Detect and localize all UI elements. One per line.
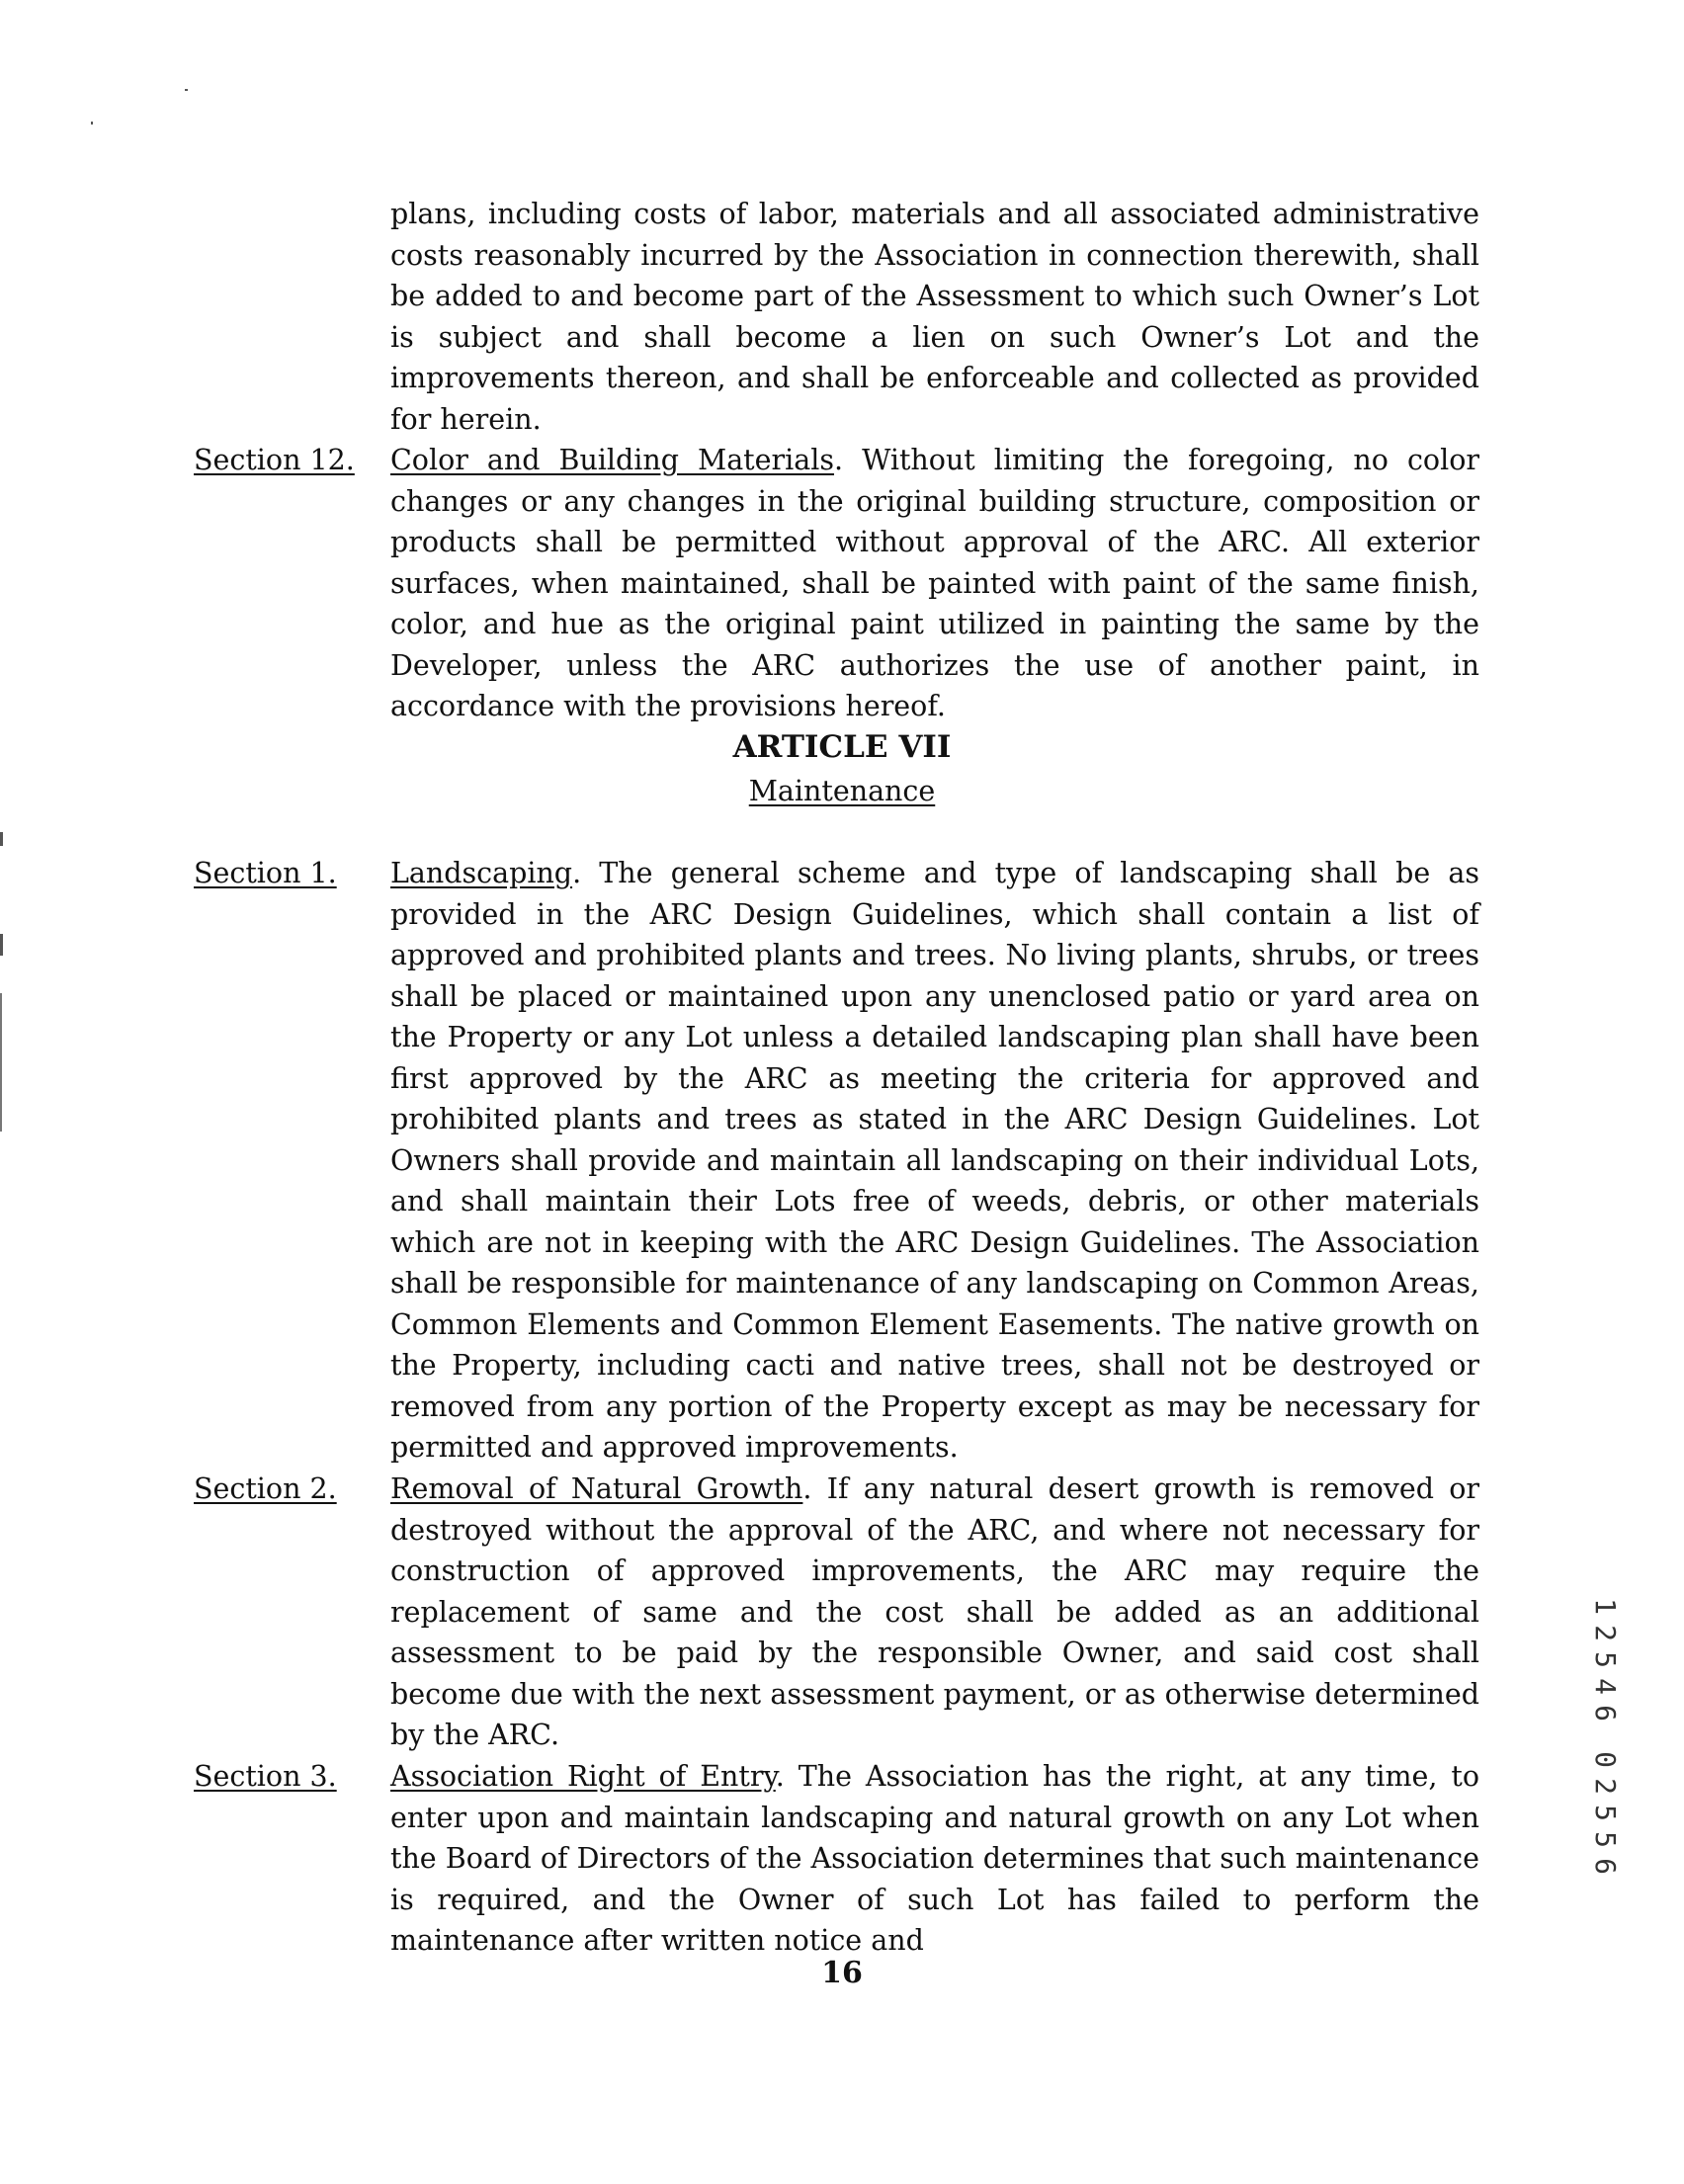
section-1-text: . The general scheme and type of landscaping shall be as provided in the ARC Design Guidelines, which shall contain a list of approved and prohibited plants and trees. No living plants, shrubs, or trees shall be placed or maintained upon any unenclosed patio or yard area on the Property or any Lot unless a detailed landscaping plan shall have been first approved by the ARC as meeting the criteria for approved and prohibited plants and trees as stated in the ARC Design Guidelines. Lot Owners shall provide and maintain all landscaping on their individual Lots, and shall maintain their Lots free of weeds, debris, or other materials which are not in keeping with the ARC Design Guidelines. The Association shall be responsible for maintenance of any landscaping on Common Areas, Common Elements and Common Element Easements. The native growth on the Property, including cacti and native trees, shall not be destroyed or removed from any portion of the Property except as may be necessary for permitted and approved improvements. [390,857,1479,1464]
recording-number-digit: 6 [1588,1858,1622,1875]
scan-mark-dot [91,122,93,125]
section-12-text: . Without limiting the foregoing, no color changes or any changes in the original building structure, composition or products shall be permitted without approval of the ARC. All exterior surfaces, when maintained, shall be painted with paint of the same finish, color, and hue as the original paint utilized in painting the same by the Developer, unless the ARC authorizes the use of another paint, in accordance with the provisions hereof. [390,444,1479,722]
section-12-body [390,440,1479,727]
continuation-paragraph: plans, including costs of labor, materials and all associated administrative costs reasonably incurred by the Association in connection therewith, shall be added to and become part of the Assessment to which such Owner’s Lot is subject and shall become a lien on such Owner’s Lot and the improvements thereon, and shall be enforceable and collected as provided for herein. [390,198,1479,436]
recording-number-digit: 0 [1588,1751,1622,1768]
section-2-label: Section 2. [194,1472,337,1505]
section-2-body [390,1469,1479,1756]
recording-number-digit: 4 [1588,1678,1622,1695]
scan-mark-edge [0,934,3,956]
section-12-label: Section 12. [194,444,355,476]
section-2-text: . If any natural desert growth is removed or destroyed without the approval of the ARC, and where not necessary for construction of approved improvements, the ARC may require the replacement of same and the cost shall be added as an additional assessment to be paid by the responsible Owner, and said cost shall become due with the next assessment payment, or as otherwise determined by the ARC. [390,1472,1479,1751]
recording-number-gap [1597,1726,1614,1746]
section-3-body [390,1756,1479,1962]
recording-number-stamp [1585,1593,1625,1875]
scan-mark-edge [0,832,3,846]
recording-number-digit: 2 [1588,1778,1622,1795]
recording-number-digit: 1 [1588,1598,1622,1615]
section-12-title: Color and Building Materials [390,444,834,476]
recording-number-digit: 2 [1588,1625,1622,1641]
scan-mark-dot [185,89,188,91]
section-1-body [390,853,1479,1469]
article-subtitle: Maintenance [748,775,936,807]
page-number: 16 [821,1956,863,1990]
section-3-label: Section 3. [194,1760,337,1793]
recording-number-digit: 5 [1588,1651,1622,1668]
recording-number-digit: 5 [1588,1831,1622,1848]
section-3-title: Association Right of Entry [390,1760,776,1793]
recording-number-digits [1588,1593,1622,1880]
recording-number-digit: 6 [1588,1705,1622,1722]
section-1-label: Section 1. [194,857,337,889]
recording-number-digit: 5 [1588,1805,1622,1821]
article-heading: ARTICLE VII [732,729,952,765]
section-1-title: Landscaping [390,857,573,889]
scan-mark-edge [0,993,2,1132]
section-2-title: Removal of Natural Growth [390,1472,803,1505]
section-3-text: . The Association has the right, at any time, to enter upon and maintain landscaping and natural growth on any Lot when the Board of Directors of the Association determines that such maintenance is required, and the Owner of such Lot has failed to perform the maintenance after written notice and [390,1760,1479,1957]
